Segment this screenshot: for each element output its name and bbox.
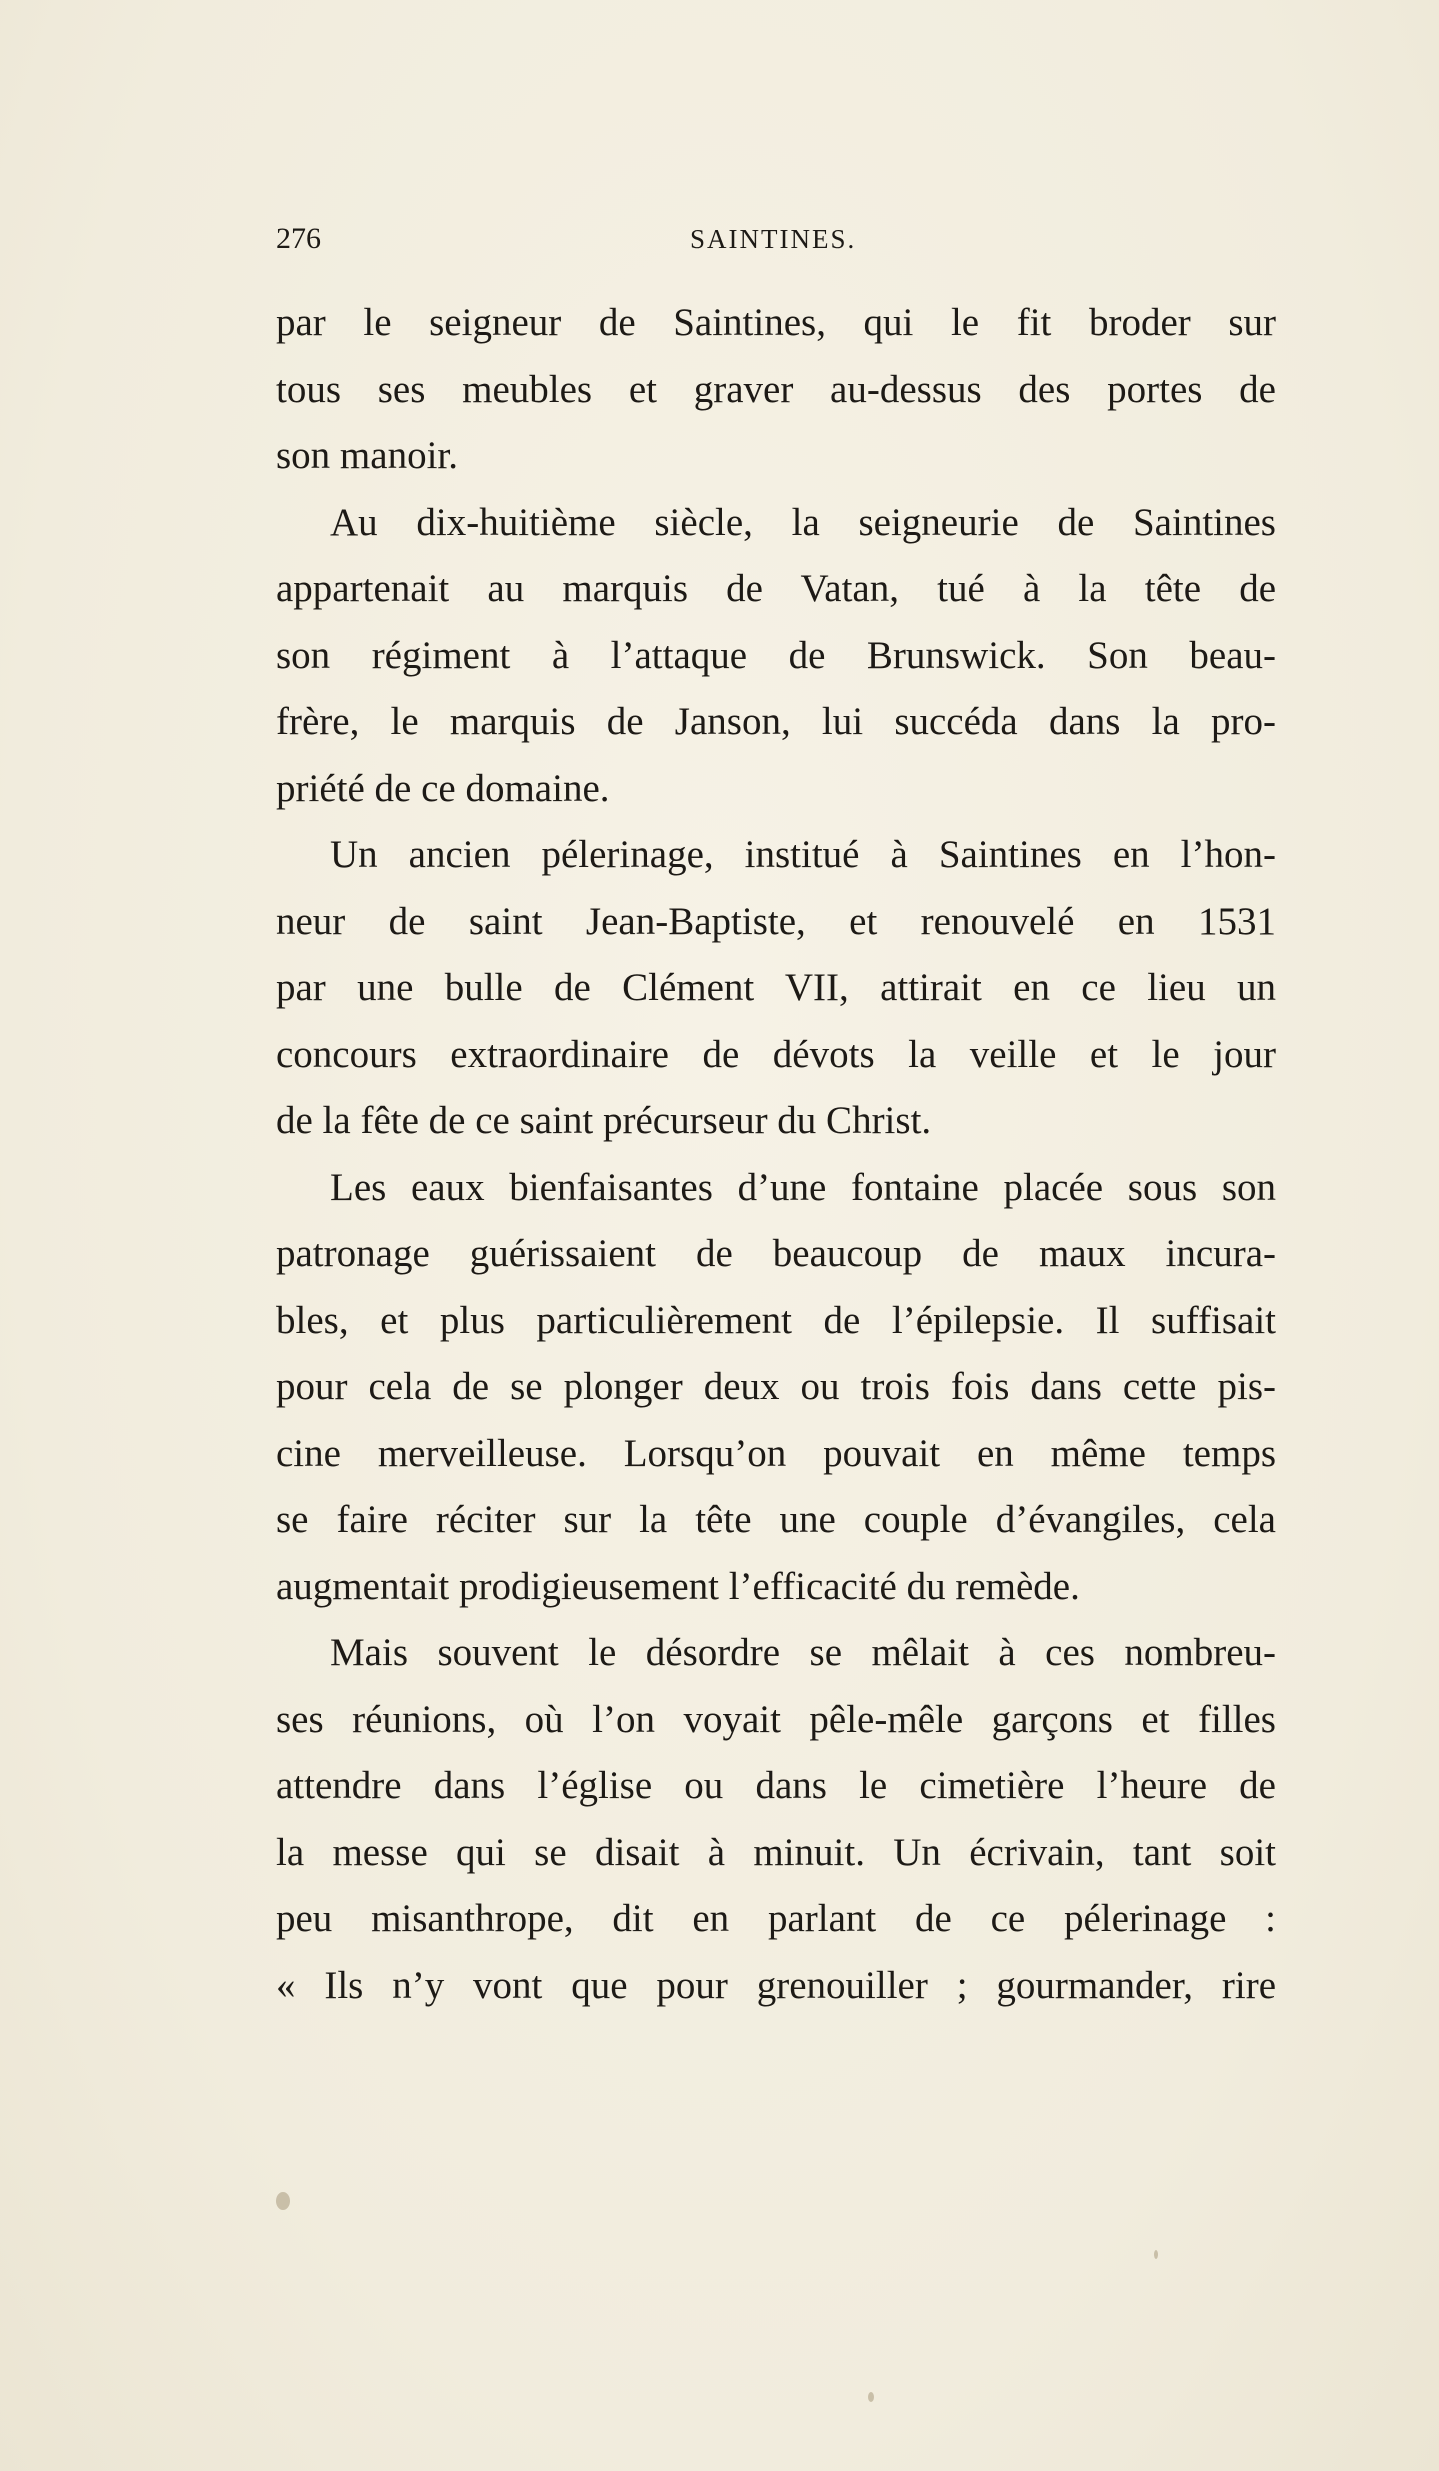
text-line: augmentait prodigieusement l’efficacité du remède.	[276, 1564, 1080, 1608]
text-line: cine merveilleuse. Lorsqu’on pouvait en même temps	[276, 1431, 1276, 1475]
paper-speck	[276, 2192, 290, 2210]
body-text	[276, 290, 1276, 2019]
text-line: patronage guérissaient de beaucoup de maux incura-	[276, 1232, 1276, 1275]
text-line: ses réunions, où l’on voyait pêle-mêle garçons et filles	[276, 1697, 1276, 1741]
running-head	[276, 222, 1276, 272]
text-line: son manoir.	[276, 434, 458, 477]
text-line: par une bulle de Clément VII, attirait en ce lieu un	[276, 966, 1276, 1009]
text-line: bles, et plus particulièrement de l’épilepsie. Il suffisait	[276, 1298, 1276, 1342]
text-line: Un ancien pélerinage, institué à Saintines en l’hon-	[330, 833, 1276, 876]
running-title: SAINTINES.	[690, 224, 857, 254]
text-line: concours extraordinaire de dévots la veille et le jour	[276, 1032, 1276, 1076]
text-line: la messe qui se disait à minuit. Un écrivain, tant soit	[276, 1830, 1276, 1874]
text-line: tous ses meubles et graver au-dessus des portes de	[276, 367, 1276, 411]
text-line: pour cela de se plonger deux ou trois fois dans cette pis-	[276, 1365, 1276, 1408]
text-line: peu misanthrope, dit en parlant de ce pélerinage :	[276, 1897, 1276, 1940]
text-line: de la fête de ce saint précurseur du Christ.	[276, 1099, 932, 1142]
text-line: Au dix-huitième siècle, la seigneurie de Saintines	[330, 500, 1276, 544]
text-line: appartenait au marquis de Vatan, tué à la tête de	[276, 567, 1276, 610]
text-line: Les eaux bienfaisantes d’une fontaine placée sous son	[330, 1165, 1276, 1209]
paper-speck	[1154, 2250, 1158, 2259]
text-line: son régiment à l’attaque de Brunswick. Son beau-	[276, 633, 1276, 677]
page-number: 276	[276, 222, 321, 255]
text-line: Mais souvent le désordre se mêlait à ces nombreu-	[330, 1631, 1276, 1674]
paper-speck	[868, 2392, 874, 2402]
text-line: frère, le marquis de Janson, lui succéda dans la pro-	[276, 700, 1276, 743]
text-line: se faire réciter sur la tête une couple d’évangiles, cela	[276, 1498, 1276, 1541]
text-line: attendre dans l’église ou dans le cimetière l’heure de	[276, 1764, 1276, 1807]
text-line: priété de ce domaine.	[276, 766, 610, 810]
text-line: « Ils n’y vont que pour grenouiller ; gourmander, rire	[276, 1963, 1276, 2007]
text-line: par le seigneur de Saintines, qui le fit broder sur	[276, 301, 1276, 344]
text-line: neur de saint Jean-Baptiste, et renouvelé en 1531	[276, 899, 1276, 943]
